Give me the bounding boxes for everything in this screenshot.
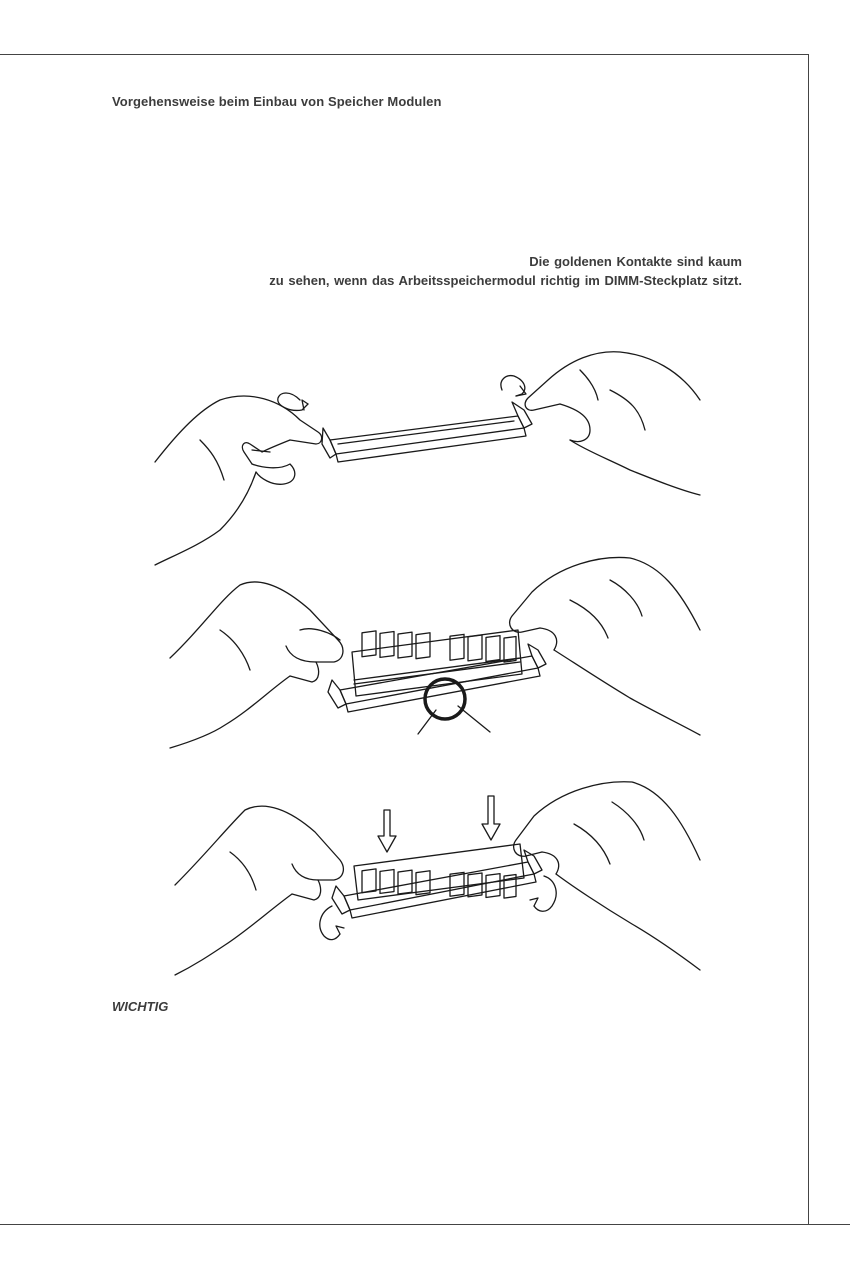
right-hand <box>510 557 700 735</box>
section-title: Vorgehensweise beim Einbau von Speicher Modulen <box>112 94 442 109</box>
left-hand <box>170 582 343 748</box>
note-line-2: zu sehen, wenn das Arbeitsspeichermodul richtig im DIMM-Steckplatz sitzt. <box>269 273 742 288</box>
down-arrow-icon <box>378 810 396 852</box>
right-hand <box>525 352 700 495</box>
rotate-arrow-icon <box>534 876 556 911</box>
gold-contacts-note <box>82 252 742 290</box>
dimm-installation-illustration <box>140 340 720 990</box>
dimm-slot <box>322 402 532 462</box>
rotate-arrow-icon <box>501 376 525 396</box>
page-frame-bottom <box>0 1224 850 1225</box>
left-hand <box>175 806 343 975</box>
page-frame-top <box>0 54 808 55</box>
step1-open-clips-figure <box>155 352 700 565</box>
right-hand <box>514 782 700 970</box>
memory-module <box>352 630 522 696</box>
step2-align-notch-figure <box>170 557 700 748</box>
memory-module <box>354 844 524 900</box>
note-line-1: Die goldenen Kontakte sind kaum <box>529 254 742 269</box>
step3-press-module-figure <box>175 782 700 975</box>
left-hand <box>155 396 322 565</box>
rotate-arrow-icon <box>320 906 340 940</box>
down-arrow-icon <box>482 796 500 840</box>
page-frame-right <box>808 54 809 1224</box>
important-heading: WICHTIG <box>112 999 169 1014</box>
